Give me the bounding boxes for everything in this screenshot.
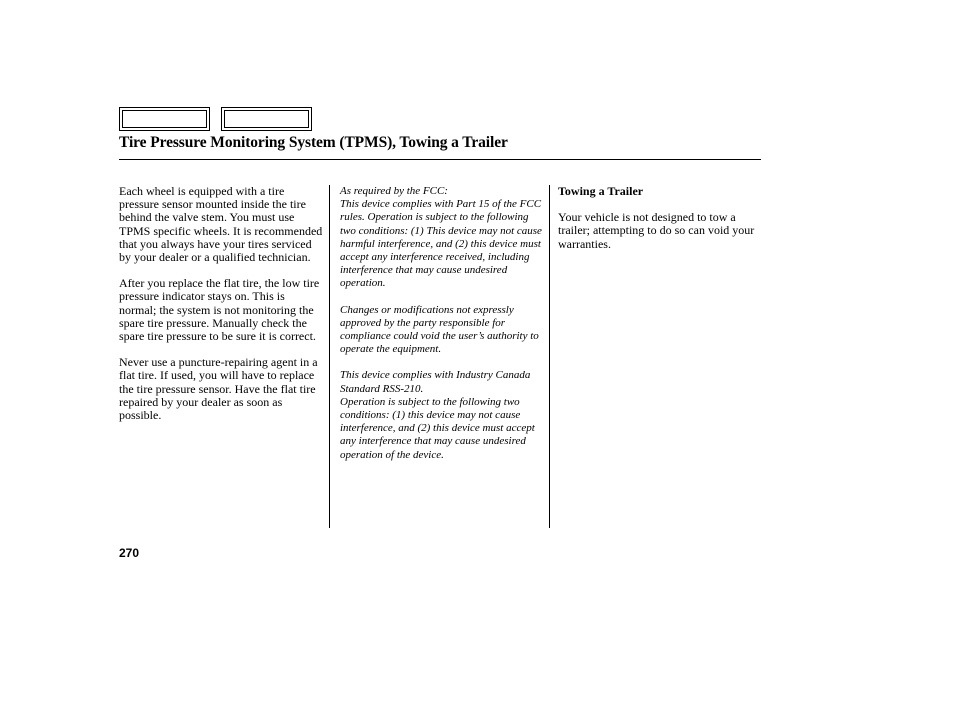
title-divider: [119, 159, 761, 160]
puncture-agent-paragraph: Never use a puncture-repairing agent in a flat tire. If used, you will have to replace the tire pressure sensor. Have the flat tire repaired by your dealer as soon as possible.: [119, 355, 318, 423]
page-number: 270: [119, 546, 140, 560]
column-divider-1: [329, 185, 330, 528]
fcc-compliance-text: This device complies with Part 15 of the FCC rules. Operation is subject to the following two conditions: (1) This device may not cause harmful interference, and (2) this device must accept any interference received, including interference that may cause undesired operation.: [340, 198, 542, 290]
fcc-intro: As required by the FCC:: [340, 185, 448, 197]
right-column: [558, 185, 762, 264]
left-column: [119, 185, 325, 435]
towing-text: Your vehicle is not designed to tow a trailer; attempting to do so can void your warranties.: [558, 210, 755, 251]
page-title: Tire Pressure Monitoring System (TPMS), Towing a Trailer: [119, 134, 508, 151]
column-divider-2: [549, 185, 550, 528]
spare-tire-paragraph: After you replace the flat tire, the low tire pressure indicator stays on. This is normal; the system is not monitoring the spare tire pressure. Manually check the spare tire pressure to be sure it is correct.: [119, 276, 320, 344]
towing-heading: Towing a Trailer: [558, 184, 644, 198]
industry-canada-text: This device complies with Industry Canada Standard RSS-210.: [340, 369, 531, 395]
industry-canada-conditions: Operation is subject to the following two conditions: (1) this device may not cause interference, and (2) this device must accept any interference that may cause undesired operation of the device.: [340, 395, 535, 461]
tpms-sensor-paragraph: Each wheel is equipped with a tire pressure sensor mounted inside the tire behind the valve stem. You must use TPMS specific wheels. It is recommended that you always have your tires serviced by your dealer or a qualified technician.: [119, 184, 323, 265]
modifications-warning: Changes or modifications not expressly approved by the party responsible for compliance could void the user’s authority to operate the equipment.: [340, 303, 539, 356]
middle-column: [340, 185, 544, 475]
nav-tab-box-1[interactable]: [119, 107, 210, 131]
nav-tab-box-2[interactable]: [221, 107, 312, 131]
